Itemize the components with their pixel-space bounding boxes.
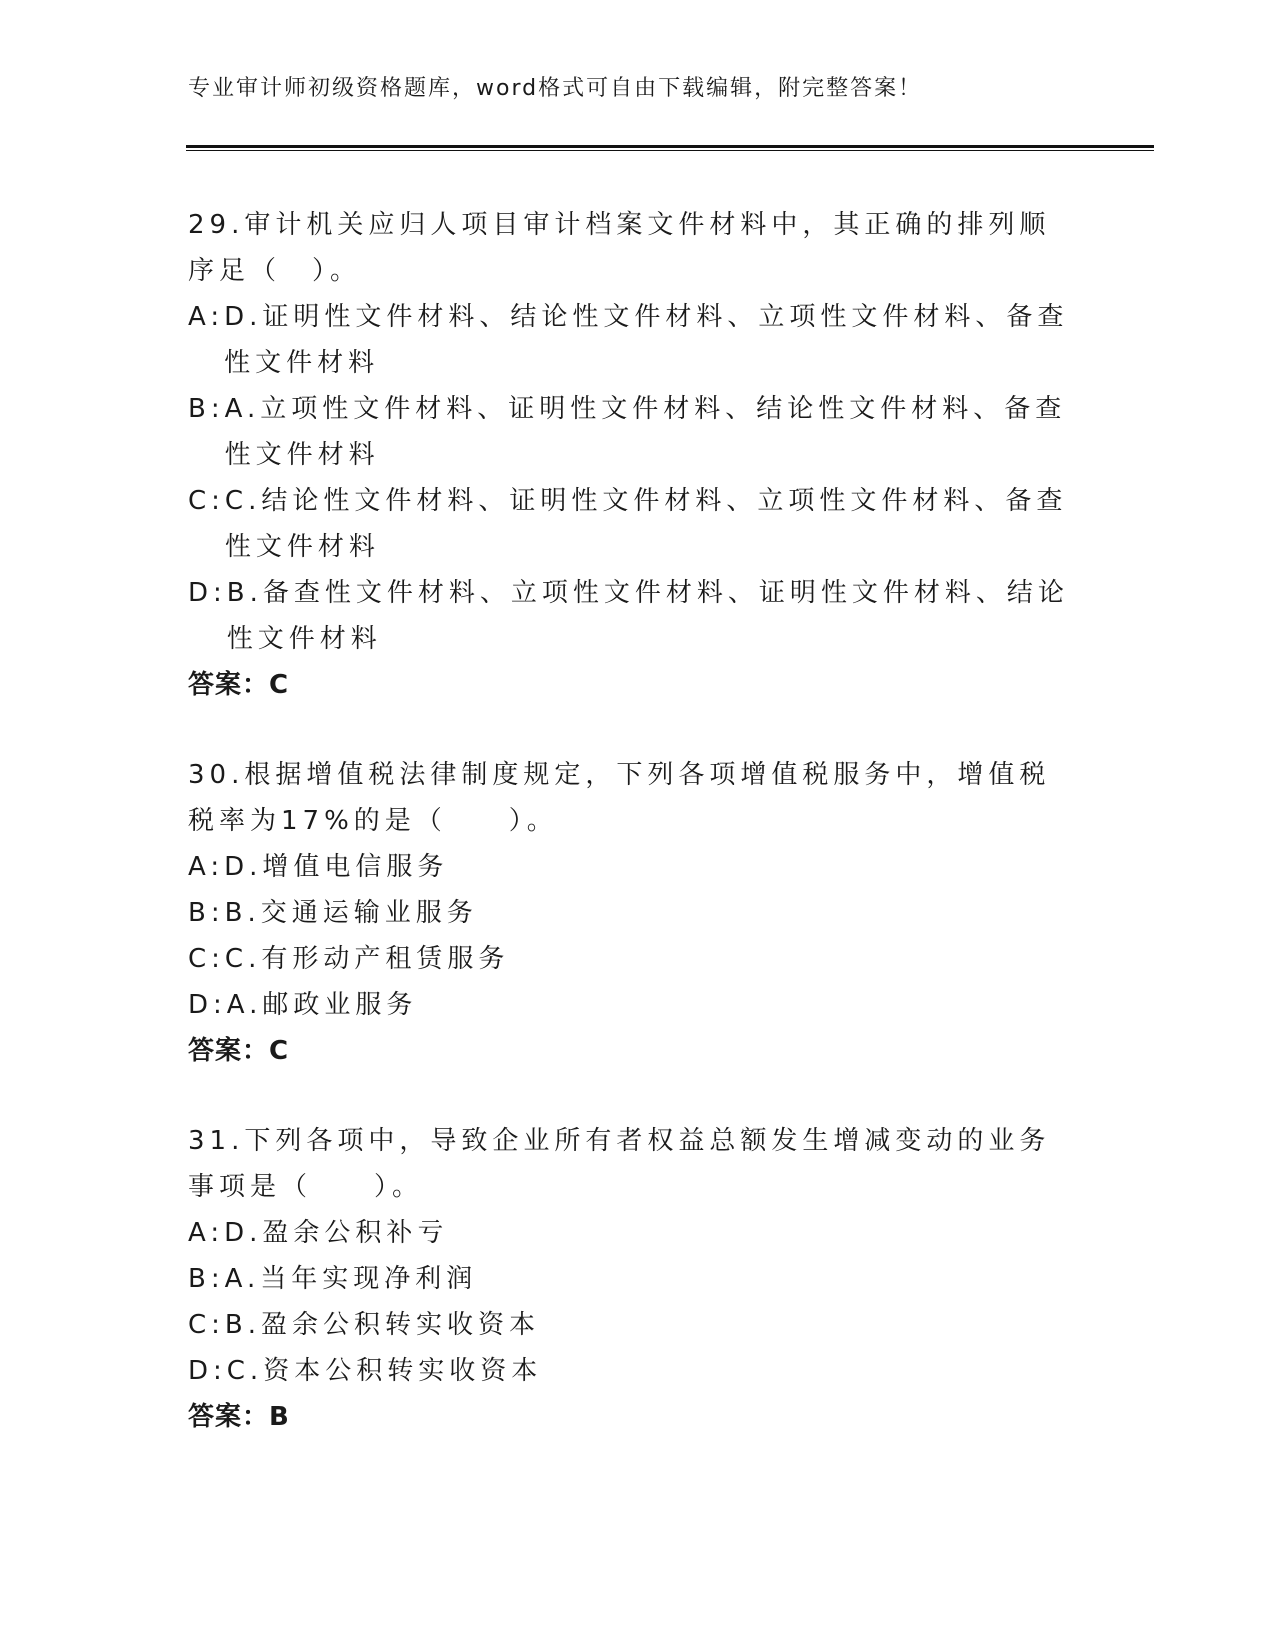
option-text: A.邮政业服务 [226, 990, 418, 1020]
option-text: D.证明性文件材料、结论性文件材料、立项性文件材料、备查性文件材料 [224, 302, 1069, 378]
option-key: B: [188, 394, 225, 424]
option-key: D: [188, 578, 227, 608]
option-key: C: [188, 944, 225, 974]
header-rule-thin [186, 150, 1154, 151]
option-d [188, 982, 1078, 1028]
question-31 [188, 1118, 1078, 1440]
option-key: B: [188, 1264, 225, 1294]
option-text: B.备查性文件材料、立项性文件材料、证明性文件材料、结论性文件材料 [226, 578, 1069, 654]
option-a [188, 1210, 1078, 1256]
option-c [188, 1302, 1078, 1348]
question-stem: 29.审计机关应归人项目审计档案文件材料中，其正确的排列顺序足（ ）。 [188, 210, 1051, 286]
question-list [188, 202, 1078, 1484]
answer: 答案：B [188, 1402, 290, 1432]
option-text: C.结论性文件材料、证明性文件材料、立项性文件材料、备查性文件材料 [224, 486, 1068, 562]
option-key: C: [188, 486, 225, 516]
answer: 答案：C [188, 670, 290, 700]
option-text: A.立项性文件材料、证明性文件材料、结论性文件材料、备查性文件材料 [224, 394, 1067, 470]
option-b [188, 890, 1078, 936]
answer: 答案：C [188, 1036, 290, 1066]
option-key: A: [188, 852, 225, 882]
option-text: B.交通运输业服务 [224, 898, 478, 928]
option-a [188, 294, 1078, 386]
option-d [188, 570, 1078, 662]
page-header: 专业审计师初级资格题库，word格式可自由下载编辑，附完整答案！ [188, 76, 923, 101]
question-30 [188, 752, 1078, 1074]
option-b [188, 386, 1078, 478]
option-c [188, 936, 1078, 982]
option-text: D.增值电信服务 [224, 852, 449, 882]
option-text: A.当年实现净利润 [224, 1264, 478, 1294]
option-text: C.资本公积转实收资本 [226, 1356, 543, 1386]
option-key: A: [188, 302, 225, 332]
option-key: C: [188, 1310, 225, 1340]
option-text: B.盈余公积转实收资本 [224, 1310, 541, 1340]
option-key: D: [188, 990, 227, 1020]
option-key: D: [188, 1356, 227, 1386]
option-c [188, 478, 1078, 570]
option-text: C.有形动产租赁服务 [224, 944, 510, 974]
option-key: B: [188, 898, 225, 928]
option-b [188, 1256, 1078, 1302]
option-key: A: [188, 1218, 225, 1248]
header-rule-thick [186, 145, 1154, 148]
option-d [188, 1348, 1078, 1394]
question-stem: 30.根据增值税法律制度规定，下列各项增值税服务中，增值税税率为17%的是（ ）。 [188, 760, 1051, 836]
question-29 [188, 202, 1078, 708]
option-text: D.盈余公积补亏 [224, 1218, 449, 1248]
option-a [188, 844, 1078, 890]
question-stem: 31.下列各项中，导致企业所有者权益总额发生增减变动的业务事项是（ ）。 [188, 1126, 1051, 1202]
